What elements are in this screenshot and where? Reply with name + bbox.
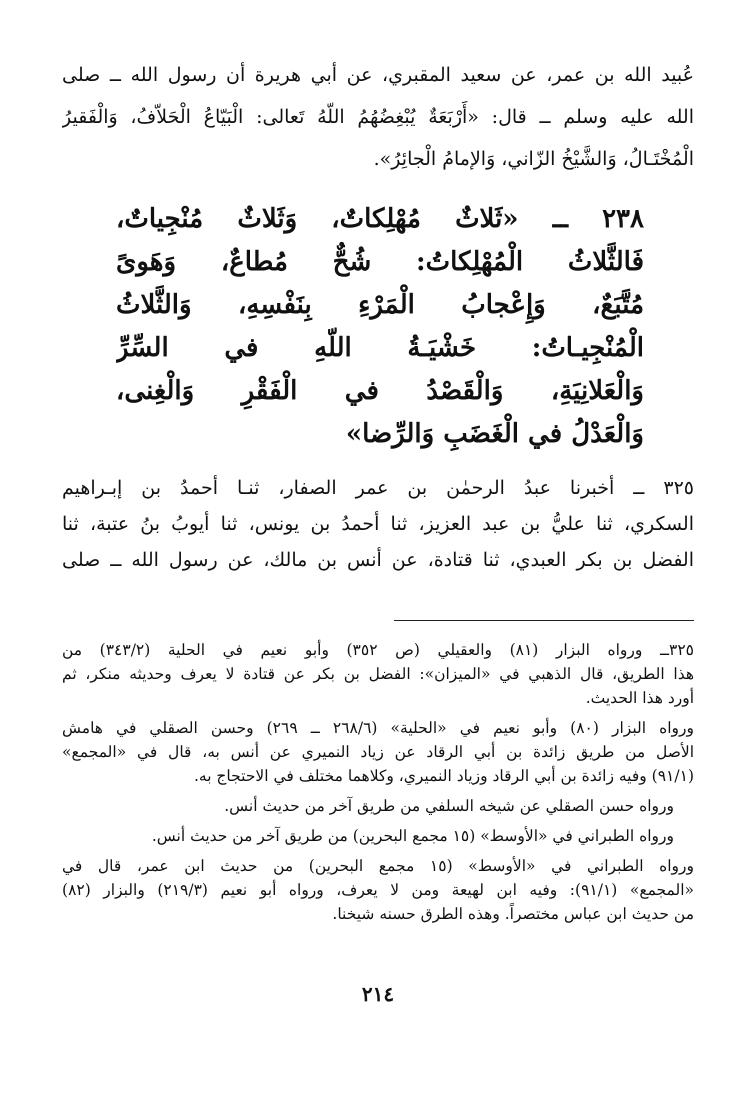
hadith-238-vocalized [116, 198, 644, 456]
page-number: ٢١٤ [361, 982, 395, 1006]
text-line: الله عليه وسلم ــ قال: «أَرْبَعَةٌ يُبْغِضُهُمُ اللّهُ تَعالى: الْبَيّاعُ الْحَلاّفُ، وَالْفَقيرُ [62, 106, 694, 128]
text-line: الفضل بن بكر العبدي، ثنا قتادة، عن أنس بن مالك، عن رسول الله ــ صلى [62, 549, 694, 571]
text-line: الْمُخْتَـالُ، وَالشَّيْخُ الزّاني، وَالإمامُ الْجائِرُ». [373, 148, 694, 170]
footnote-line: أورد هذا الحديث. [585, 689, 694, 707]
footnote-line: (٩١/١) وفيه زائدة بن أبي الرقاد وزياد النميري، وكلاهما مختلف في الاحتجاج به. [193, 767, 694, 785]
verse-line: وَالْعَدْلُ في الْغَضَبِ وَالرِّضا» [345, 419, 644, 449]
footnote-line: «المجمع» (٩١/١): وفيه ابن لهيعة ومن لا يعرف، ورواه أبو نعيم (٢١٩/٣) والبزار (٨٢) [62, 881, 694, 899]
footnote-line: ورواه الطبراني في «الأوسط» (١٥ مجمع البحرين) من حديث ابن عمر، قال في [62, 857, 694, 875]
footnote-line: من حديث ابن عباس مختصراً. وهذه الطرق حسنه شيخنا. [332, 905, 694, 923]
verse-line: مُتَّبَعٌ، وَإِعْجابُ الْمَرْءِ بِنَفْسِهِ، وَالثَّلاثُ [116, 290, 644, 320]
hadith-325-chain [62, 470, 694, 578]
footnote-line: ٣٢٥ــ ورواه البزار (٨١) والعقيلي (ص ٣٥٢) وأبو نعيم في الحلية (٣٤٣/٢) من [62, 641, 694, 659]
footnote-paragraph [62, 794, 694, 818]
text-line: السكري، ثنا عليُّ بن عبد العزيز، ثنا أحمدُ بن يونس، ثنا أيوبُ بنُ عتبة، ثنا [62, 513, 694, 535]
footnote-paragraph [62, 638, 694, 710]
verse-line: ٢٣٨ ــ «ثَلاثٌ مُهْلِكاتٌ، وَثَلاثٌ مُنْجِياتٌ، [116, 204, 644, 234]
footnote-line: هذا الطريق، قال الذهبي في «الميزان»: الفضل بن بكر عن قتادة لا يعرف وحديثه منكر، ثم [62, 665, 694, 683]
text-line: عُبيد الله بن عمر، عن سعيد المقبري، عن أبي هريرة أن رسول الله ــ صلى [62, 64, 694, 86]
footnote-paragraph [62, 824, 694, 848]
text-line: ٣٢٥ ــ أخبرنا عبدُ الرحمٰن بن عمر الصفار، ثنـا أحمدُ بن إبـراهيم [62, 477, 694, 499]
verse-line: فَالثَّلاثُ الْمُهْلِكاتُ: شُحٌّ مُطاعٌ، وَهَوىً [116, 247, 644, 277]
footnotes [62, 638, 694, 926]
footnote-line: ورواه حسن الصقلي عن شيخه السلفي من طريق آخر من حديث أنس. [224, 797, 674, 815]
footnote-line: ورواه البزار (٨٠) وأبو نعيم في «الحلية» (٢٦٨/٦ ــ ٢٦٩) وحسن الصقلي في هامش [62, 719, 694, 737]
footnote-divider [394, 620, 694, 621]
verse-line: وَالْعَلانِيَةِ، وَالْقَصْدُ في الْفَقْرِ وَالْغِنى، [116, 376, 644, 406]
footnote-line: الأصل من طريق زائدة بن أبي الرقاد عن زياد النميري عن أنس به، قال في «المجمع» [62, 743, 694, 761]
footnote-paragraph [62, 716, 694, 788]
footnote-paragraph [62, 854, 694, 926]
intro-paragraph [62, 54, 694, 180]
footnote-line: ورواه الطبراني في «الأوسط» (١٥ مجمع البحرين) من طريق آخر من حديث أنس. [151, 827, 674, 845]
verse-line: الْمُنْجِيـاتُ: خَشْيَـةُ اللّهِ في السِّرِّ [116, 333, 644, 363]
